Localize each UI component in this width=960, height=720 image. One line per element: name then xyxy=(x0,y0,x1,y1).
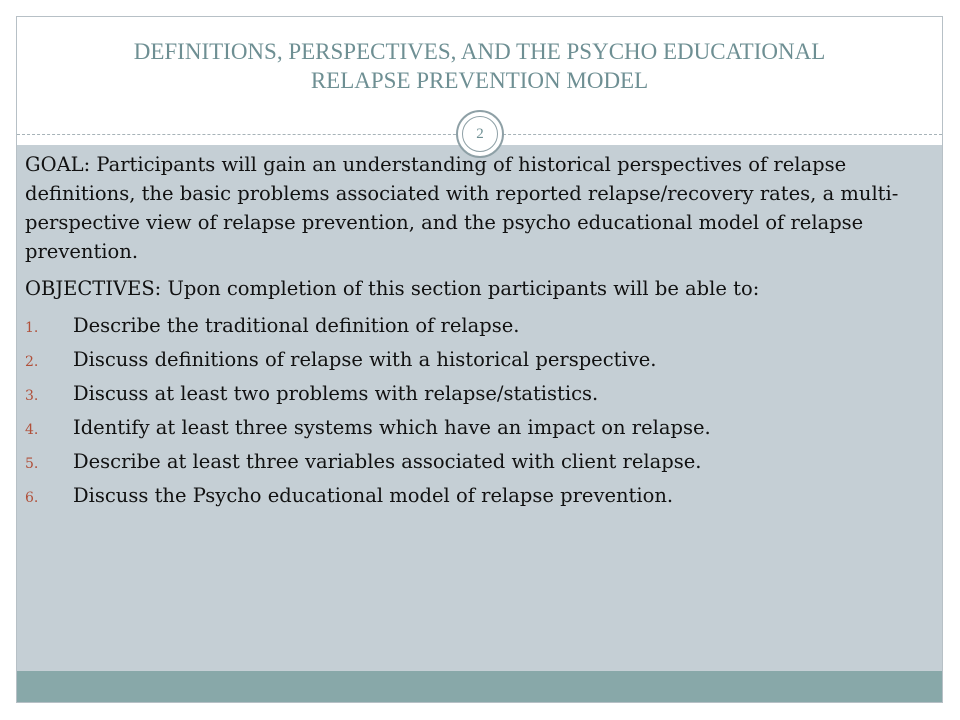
footer-bar xyxy=(17,671,942,702)
slide-number: 2 xyxy=(462,116,498,152)
list-item xyxy=(25,311,910,340)
list-item-number: 4. xyxy=(25,422,39,438)
list-item-text: Discuss the Psycho educational model of relapse prevention. xyxy=(73,484,674,507)
list-item-text: Describe at least three variables associated with client relapse. xyxy=(73,450,702,473)
list-item-number: 1. xyxy=(25,320,39,336)
list-item-text: Identify at least three systems which have an impact on relapse. xyxy=(73,416,711,439)
list-item xyxy=(25,413,910,442)
goal-paragraph: GOAL: Participants will gain an understanding of historical perspectives of relapse definitions, the basic problems associated with reported relapse/recovery rates, a multi-perspective view of relapse prevention, and the psycho educational model of relapse prevention. xyxy=(25,153,899,263)
slide-body-text xyxy=(25,150,910,510)
slide-title-line-1: DEFINITIONS, PERSPECTIVES, AND THE PSYCHO EDUCATIONAL xyxy=(133,39,826,64)
list-item-number: 3. xyxy=(25,388,39,404)
list-item xyxy=(25,379,910,408)
list-item-number: 5. xyxy=(25,456,39,472)
list-item-text: Discuss definitions of relapse with a historical perspective. xyxy=(73,348,657,371)
objectives-list xyxy=(25,311,910,510)
list-item xyxy=(25,345,910,374)
objectives-intro: OBJECTIVES: Upon completion of this section participants will be able to: xyxy=(25,277,760,300)
list-item xyxy=(25,481,910,510)
list-item-number: 6. xyxy=(25,490,39,506)
list-item-text: Describe the traditional definition of relapse. xyxy=(73,314,520,337)
list-item xyxy=(25,447,910,476)
list-item-text: Discuss at least two problems with relapse/statistics. xyxy=(73,382,599,405)
slide-title-line-2: RELAPSE PREVENTION MODEL xyxy=(310,68,649,93)
list-item-number: 2. xyxy=(25,354,39,370)
slide-title xyxy=(17,37,942,95)
